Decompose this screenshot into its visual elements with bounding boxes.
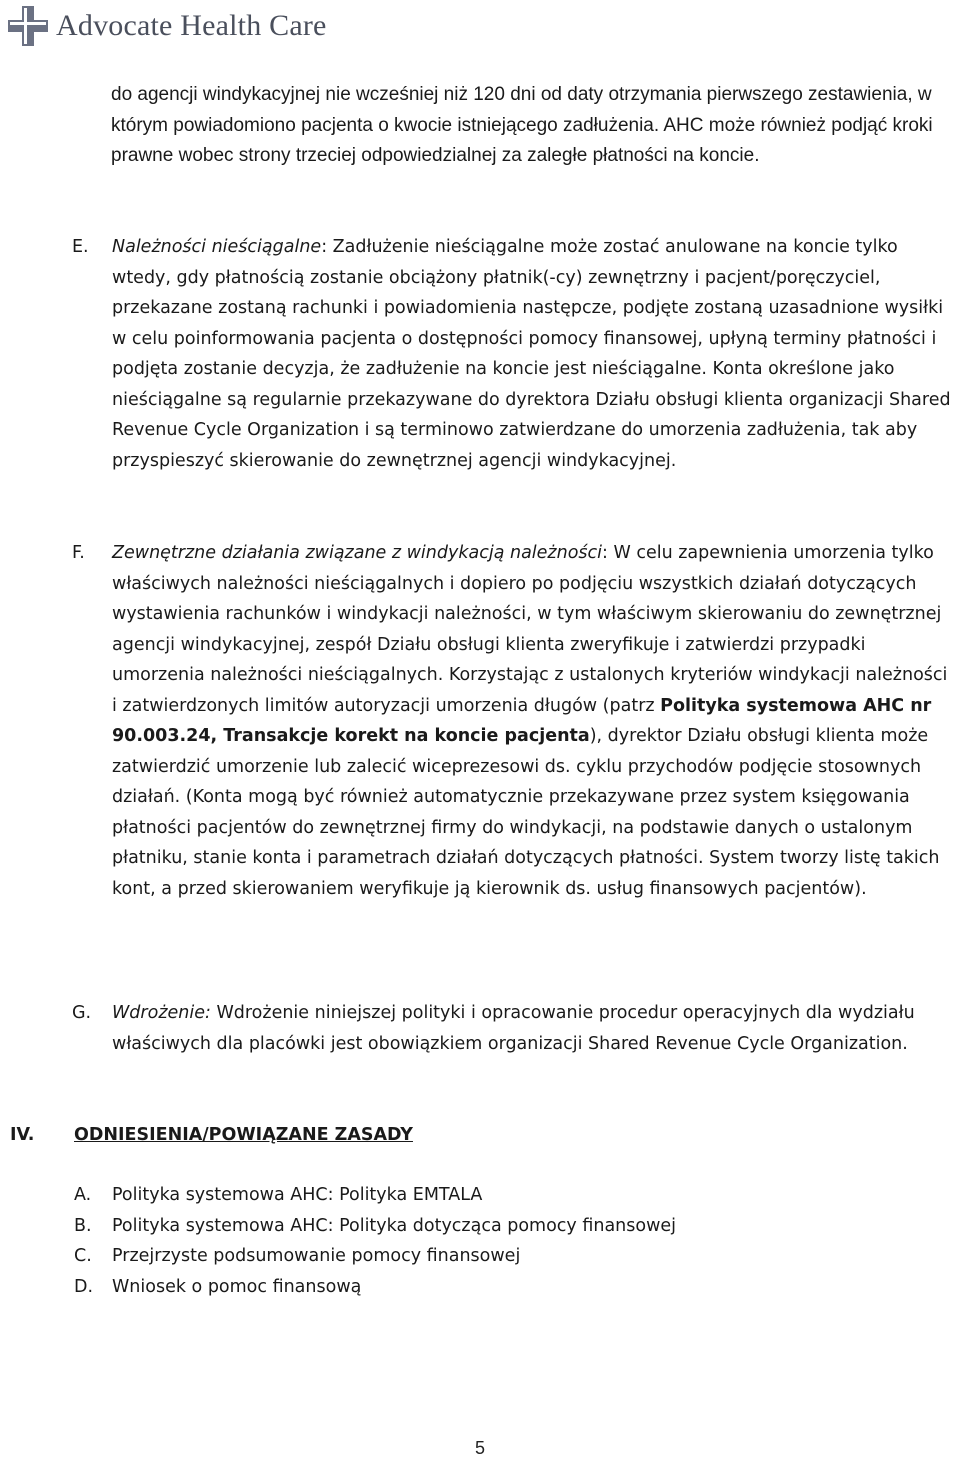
reference-letter: C.	[74, 1246, 92, 1266]
references-list	[74, 1180, 934, 1302]
reference-text: Polityka systemowa AHC: Polityka EMTALA	[112, 1185, 483, 1205]
item-e-letter: E.	[72, 237, 89, 257]
item-f-text-2: ), dyrektor Działu obsługi klienta może zatwierdzić umorzenie lub zalecić wiceprezesowi ds. cyklu przychodów podjęcie stosownych działań. (Konta mogą być również automatycznie przekazywane przez system księgowania płatności pacjentów do zewnętrznej firmy do windykacji, na podstawie danych o ustalonym płatniku, stanie konta i parametrach działań dotyczących płatności. System tworzy listę takich kont, a przed skierowaniem weryfikuje ją kierownik ds. usług finansowych pacjentów).	[112, 726, 940, 899]
reference-item	[74, 1180, 934, 1211]
section-number: IV.	[10, 1125, 35, 1145]
reference-item	[74, 1211, 934, 1242]
item-f-text-block	[112, 538, 952, 904]
item-e	[72, 232, 952, 476]
item-f	[72, 538, 952, 904]
cross-logo-icon	[8, 6, 48, 46]
item-f-bold-reference: Polityka systemowa AHC nr 90.003.24, Transakcje korekt na koncie pacjenta	[112, 695, 932, 746]
item-e-text-block	[112, 232, 952, 476]
reference-item	[74, 1241, 934, 1272]
item-e-separator: :	[321, 237, 333, 257]
reference-letter: A.	[74, 1185, 92, 1205]
item-g-letter: G.	[72, 1003, 92, 1023]
header-logo	[8, 6, 327, 46]
item-g-text-block	[112, 998, 952, 1059]
item-f-text-1: : W celu zapewnienia umorzenia tylko właściwych należności nieściągalnych i dopiero po podjęciu wszystkich działań dotyczących wystawienia rachunków i windykacji należności, w tym właściwym skierowaniu do zewnętrznej agencji windykacyjnej, zespół Działu obsługi klienta zweryfikuje i zatwierdzi przypadki umorzenia należności nieściągalnych. Korzystając z ustalonych kryteriów windykacji należności i zatwierdzonych limitów autoryzacji umorzenia długów (patrz	[112, 543, 948, 716]
reference-item	[74, 1272, 934, 1303]
reference-text: Polityka systemowa AHC: Polityka dotycząca pomocy finansowej	[112, 1215, 677, 1236]
page-number: 5	[474, 1438, 485, 1458]
logo-text: Advocate Health Care	[56, 9, 327, 42]
section-title: ODNIESIENIA/POWIĄZANE ZASADY	[74, 1125, 413, 1145]
reference-text: Wniosek o pomoc finansową	[112, 1276, 362, 1297]
item-g-title: Wdrożenie:	[112, 1003, 211, 1023]
reference-text: Przejrzyste podsumowanie pomocy finansowej	[112, 1246, 521, 1266]
item-e-title: Należności nieściągalne	[112, 237, 322, 257]
reference-letter: D.	[74, 1276, 94, 1297]
item-g	[72, 998, 952, 1059]
item-f-title: Zewnętrzne działania związane z windykacją należności	[112, 543, 603, 563]
reference-letter: B.	[74, 1215, 92, 1236]
intro-paragraph: do agencji windykacyjnej nie wcześniej niż 120 dni od daty otrzymania pierwszego zestawienia, w którym powiadomiono pacjenta o kwocie istniejącego zadłużenia. AHC może również podjąć kroki prawne wobec strony trzeciej odpowiedzialnej za zaległe płatności na koncie.	[111, 84, 933, 166]
item-g-text: Wdrożenie niniejszej polityki i opracowanie procedur operacyjnych dla wydziału właściwych dla placówki jest obowiązkiem organizacji Shared Revenue Cycle Organization.	[112, 1003, 915, 1054]
item-f-letter: F.	[72, 543, 85, 563]
item-e-text: Zadłużenie nieściągalne może zostać anulowane na koncie tylko wtedy, gdy płatnością zostanie obciążony płatnik(-cy) zewnętrzny i pacjent/poręczyciel, przekazane zostaną rachunki i powiadomienia następcze, podjęte zostaną uzasadnione wysiłki w celu poinformowania pacjenta o dostępności pomocy finansowej, upłyną terminy płatności i podjęta zostanie decyzja, że zadłużenie na koncie jest nieściągalne. Konta określone jako nieściągalne są regularnie przekazywane do dyrektora Działu obsługi klienta organizacji Shared Revenue Cycle Organization i są terminowo zatwierdzane do umorzenia zadłużenia, tak aby przyspieszyć skierowanie do zewnętrznej agencji windykacyjnej.	[112, 237, 951, 471]
